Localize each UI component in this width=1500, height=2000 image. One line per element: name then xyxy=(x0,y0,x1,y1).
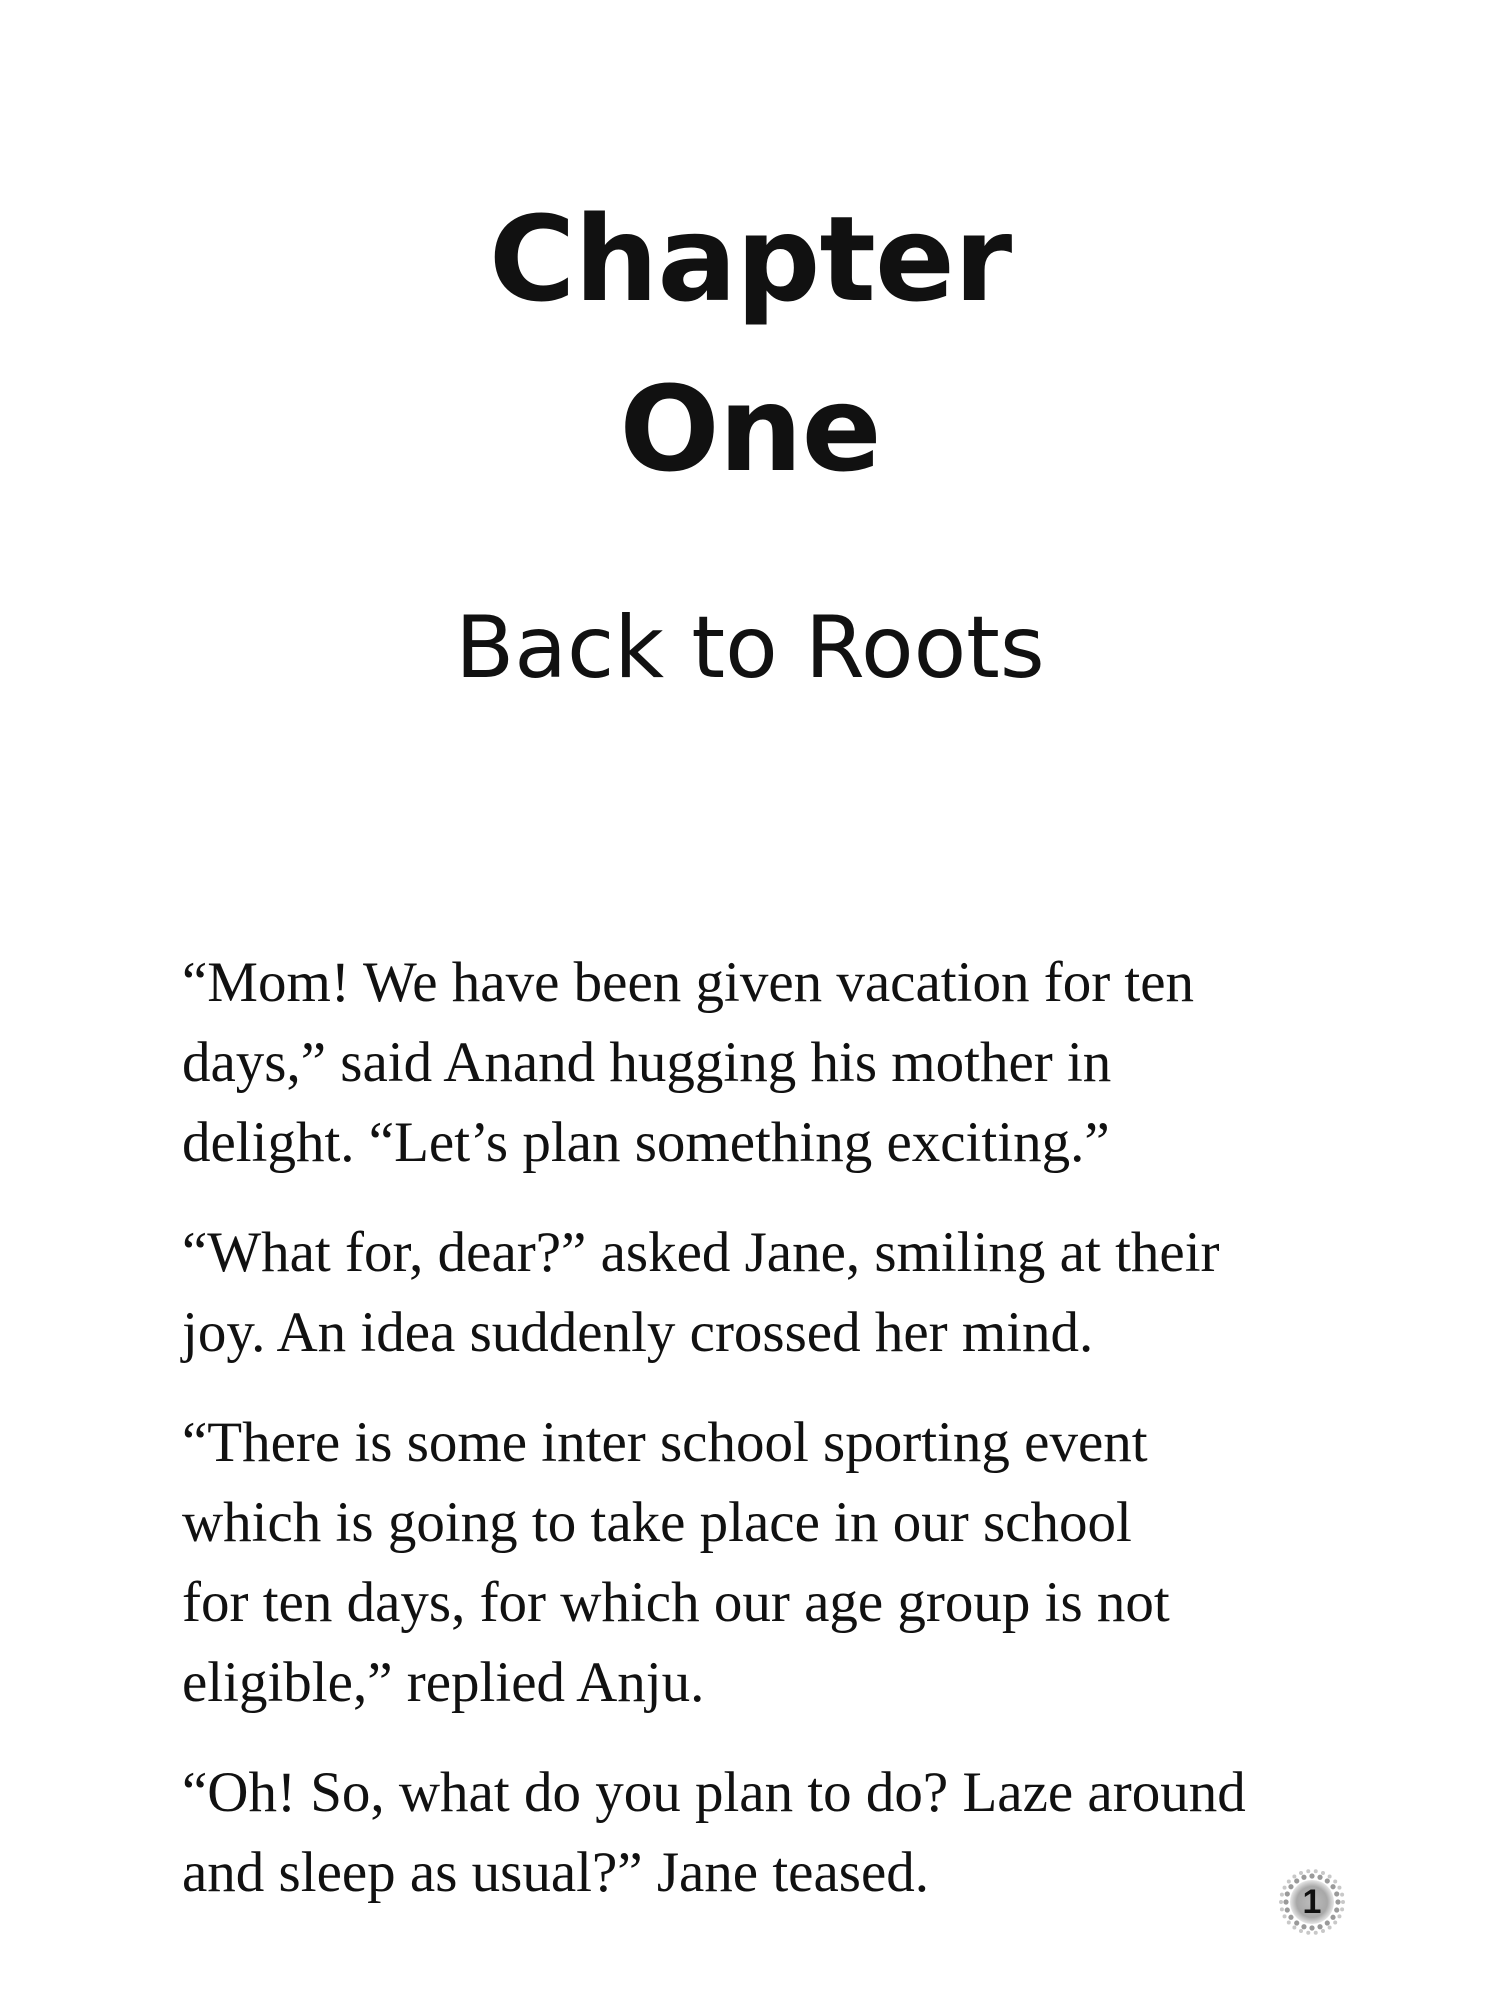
text-line: “Oh! So, what do you plan to do? Laze around xyxy=(182,1761,1246,1824)
page-number: 1 xyxy=(1302,1883,1322,1921)
text-line: eligible,” replied Anju. xyxy=(182,1651,705,1714)
text-line: delight. “Let’s plan something exciting.” xyxy=(182,1111,1110,1174)
text-line: “Mom! We have been given vacation for ten xyxy=(182,951,1195,1014)
chapter-number: One xyxy=(619,360,881,498)
text-line: for ten days, for which our age group is not xyxy=(182,1571,1170,1634)
text-line: days,” said Anand hugging his mother in xyxy=(182,1031,1112,1094)
text-line: “What for, dear?” asked Jane, smiling at their xyxy=(182,1221,1220,1284)
text-line: and sleep as usual?” Jane teased. xyxy=(182,1841,930,1904)
text-line: “There is some inter school sporting event xyxy=(182,1411,1148,1474)
page-number-badge xyxy=(1278,1868,1346,1936)
paragraph xyxy=(182,1403,1352,1723)
chapter-title: Back to Roots xyxy=(455,598,1045,698)
chapter-body xyxy=(182,943,1352,1943)
text-line: joy. An idea suddenly crossed her mind. xyxy=(182,1301,1094,1364)
paragraph xyxy=(182,1753,1352,1913)
text-line: which is going to take place in our school xyxy=(182,1491,1132,1554)
paragraph xyxy=(182,943,1352,1183)
paragraph xyxy=(182,1213,1352,1373)
chapter-label: Chapter xyxy=(488,190,1012,328)
